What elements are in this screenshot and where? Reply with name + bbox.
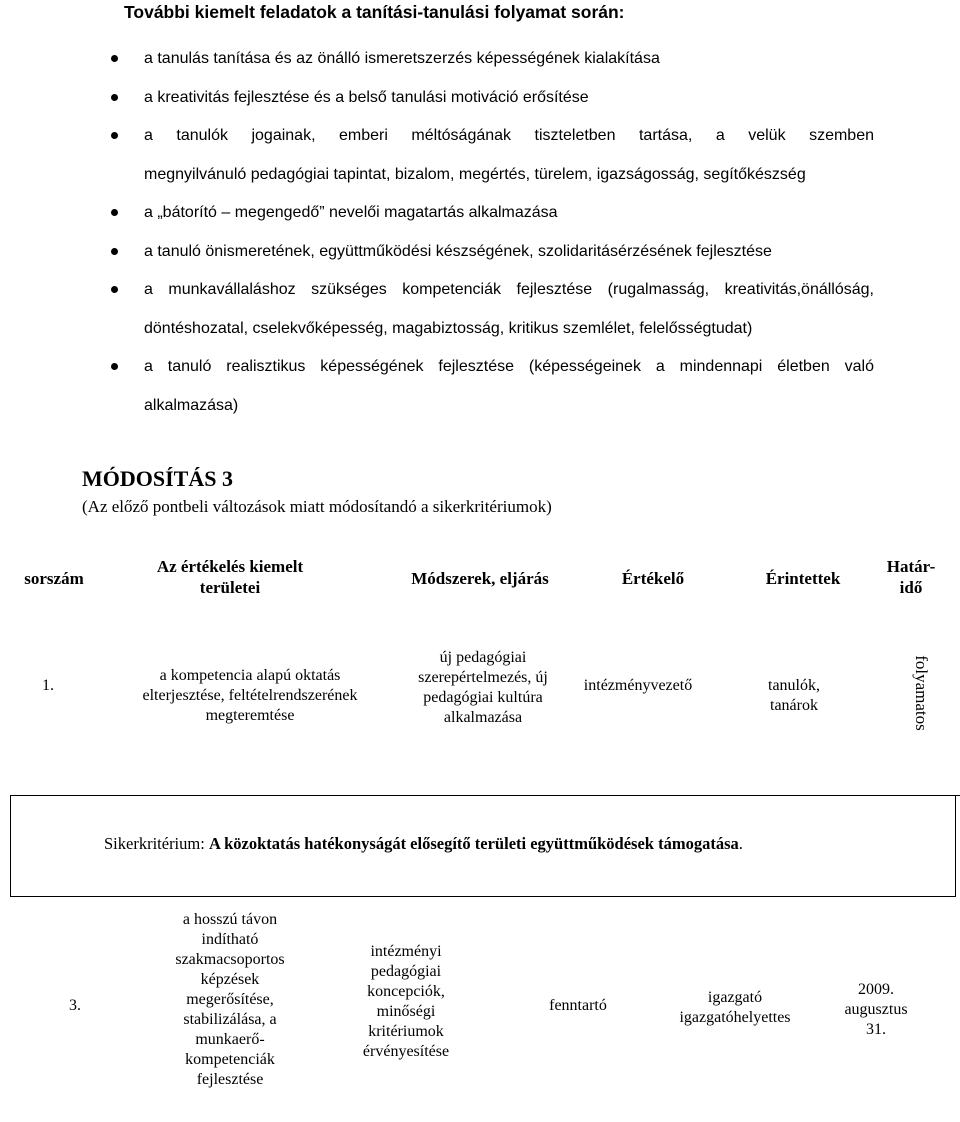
row1-sorszam: 1. <box>42 677 54 694</box>
bullet-text: a tanulás tanítása és az önálló ismeretszerzés képességének kialakítása <box>144 50 660 67</box>
row1-modszerek-line: alkalmazása <box>443 709 523 726</box>
row3-terulet-line: munkaerő- <box>195 1031 265 1048</box>
siker-left-border <box>10 795 11 897</box>
bullet-item <box>108 348 874 425</box>
row1-erintettek-line: tanárok <box>770 697 818 714</box>
section-heading: További kiemelt feladatok a tanítási-tanulási folyamat során: <box>124 2 625 22</box>
bullet-dot-icon <box>111 248 118 255</box>
row3-sorszam: 3. <box>69 997 81 1014</box>
row1-modszerek-line: szerepértelmezés, új <box>418 669 548 686</box>
row1-hatarido-text: folyamatos <box>912 655 931 731</box>
bullet-text: a tanuló önismeretének, együttműködési készségének, szolidaritásérzésének fejlesztése <box>144 242 772 260</box>
row3-modszerek-line: pedagógiai <box>370 963 442 980</box>
bullet-dot-icon <box>111 94 118 101</box>
header-modszerek: Módszerek, eljárás <box>411 569 549 588</box>
row3-terulet-line: képzések <box>200 971 260 988</box>
row1-erintettek <box>740 676 848 716</box>
row1-terulet-line: megteremtése <box>205 707 295 724</box>
sikerkriterium <box>104 834 743 854</box>
row1-terulet-line: elterjesztése, feltételrendszerének <box>142 687 358 704</box>
bullet-dot-icon <box>111 209 118 216</box>
siker-bottom-border <box>10 896 956 897</box>
row3-terulet-line: szakmacsoportos <box>175 951 285 968</box>
bullet-dot-icon <box>111 132 118 139</box>
header-hatarido-line: Határ- <box>886 557 936 576</box>
bullet-item <box>108 194 874 233</box>
row3-modszerek-line: minőségi <box>376 1003 436 1020</box>
header-terulet-line: területei <box>199 578 261 597</box>
siker-text: A közoktatás hatékonyságát elősegítő területi együttműködések támogatása <box>208 834 739 853</box>
row1-terulet <box>110 666 390 726</box>
row1-modszerek-line: pedagógiai kultúra <box>423 689 543 706</box>
row3-terulet-line: kompetenciák <box>185 1051 275 1068</box>
bullet-item <box>108 233 874 272</box>
bullet-dot-icon <box>111 286 118 293</box>
siker-label: Sikerkritérium: <box>104 834 209 853</box>
bullet-text: a kreativitás fejlesztése és a belső tanulási motiváció erősítése <box>144 88 589 106</box>
row3-ertekelo: fenntartó <box>549 997 607 1014</box>
row3-modszerek-line: intézményi <box>370 943 442 960</box>
header-erintettek: Érintettek <box>765 569 841 588</box>
row1-hatarido <box>906 648 936 738</box>
row3-hatarido-line: 31. <box>866 1021 886 1038</box>
header-sorszam: sorszám <box>24 569 84 588</box>
bullet-dot-icon <box>111 55 118 62</box>
bullet-item <box>108 79 874 118</box>
header-terulet <box>130 556 330 598</box>
row1-modszerek-line: új pedagógiai <box>439 649 527 666</box>
row3-erintettek-line: igazgató <box>707 989 763 1006</box>
row3-hatarido-line: augusztus <box>844 1001 908 1018</box>
siker-end: . <box>738 834 743 853</box>
bullet-item <box>108 117 874 194</box>
header-terulet-line: Az értékelés kiemelt <box>156 557 304 576</box>
row3-terulet <box>150 910 310 1090</box>
header-hatarido-line: idő <box>899 578 923 597</box>
siker-right-border <box>955 795 956 897</box>
row3-hatarido <box>826 980 926 1040</box>
row3-erintettek-line: igazgatóhelyettes <box>679 1009 791 1026</box>
row3-terulet-line: a hosszú távon <box>182 911 278 928</box>
bullet-text: a „bátorító – megengedő” nevelői magatartás alkalmazása <box>144 204 558 221</box>
row3-modszerek-line: koncepciók, <box>367 983 445 1000</box>
bullet-text: a tanulók jogainak, emberi méltóságának tiszteletben tartása, a velük szemben <box>144 127 874 144</box>
siker-top-border <box>10 795 960 796</box>
row3-terulet-line: indítható <box>201 931 259 948</box>
row1-terulet-line: a kompetencia alapú oktatás <box>159 667 341 684</box>
bullet-item <box>108 271 874 348</box>
row3-terulet-line: megerősítése, <box>186 991 274 1008</box>
row3-erintettek <box>660 988 810 1028</box>
row3-terulet-line: stabilizálása, a <box>183 1011 277 1028</box>
header-hatarido <box>880 556 942 598</box>
modification-subtitle: (Az előző pontbeli változások miatt módosítandó a sikerkritériumok) <box>82 497 552 516</box>
row3-modszerek <box>336 942 476 1062</box>
bullet-text: a tanuló realisztikus képességének fejlesztése (képességeinek a mindennapi életben való <box>144 358 874 375</box>
bullet-text: a munkavállaláshoz szükséges kompetenciák fejlesztése (rugalmasság, kreativitás,önállóság, <box>144 281 874 298</box>
modification-title: MÓDOSÍTÁS 3 <box>82 466 233 491</box>
bullet-dot-icon <box>111 363 118 370</box>
header-ertekelo: Értékelő <box>621 569 685 588</box>
row3-terulet-line: fejlesztése <box>196 1071 264 1088</box>
row1-ertekelo: intézményvezető <box>583 677 693 694</box>
bullet-list <box>108 40 874 425</box>
row3-hatarido-line: 2009. <box>858 981 894 998</box>
bullet-text: döntéshozatal, cselekvőképesség, magabiztosság, kritikus szemlélet, felelősségtudat) <box>144 319 753 337</box>
bullet-item <box>108 40 874 79</box>
row1-modszerek <box>398 648 568 728</box>
row1-erintettek-line: tanulók, <box>768 677 820 694</box>
bullet-text: alkalmazása) <box>144 396 239 414</box>
bullet-text: megnyilvánuló pedagógiai tapintat, bizalom, megértés, türelem, igazságosság, segítőkészség <box>144 165 806 183</box>
row3-modszerek-line: kritériumok <box>368 1023 444 1040</box>
row3-modszerek-line: érvényesítése <box>362 1043 450 1060</box>
